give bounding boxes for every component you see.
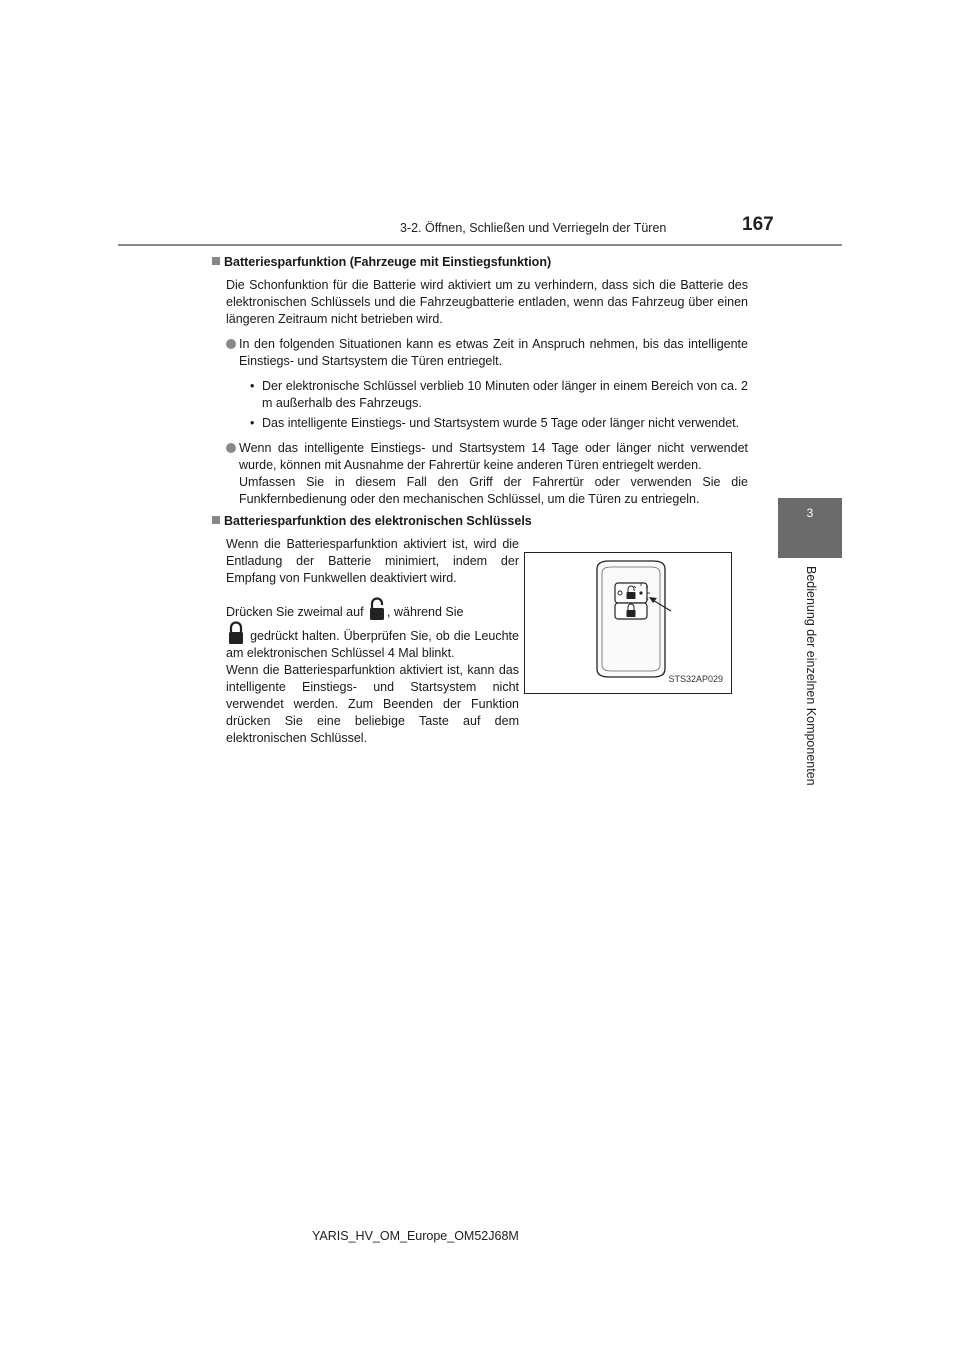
bullet-item (226, 440, 748, 508)
paragraph: Wenn die Batteriesparfunktion aktiviert ist, wird die Entladung der Batterie minimiert, indem der Empfang von Funkwellen deaktiviert wird. (226, 537, 519, 585)
instruction-text: , während Sie (387, 605, 464, 619)
bullet-text: Wenn das intelligente Einstiegs- und Startsystem 14 Tage oder länger nicht verwendet wurde, können mit Ausnahme der Fahrertür keine anderen Türen entriegelt werden. (239, 441, 748, 472)
page-number: 167 (742, 214, 774, 235)
section-heading-text: Batteriesparfunktion des elektronischen Schlüssels (224, 514, 532, 528)
unlock-icon (367, 597, 387, 621)
chapter-tab (778, 498, 842, 558)
sub-marker: • (250, 416, 255, 430)
sub-item (250, 378, 748, 412)
header-rule (118, 244, 842, 246)
instruction-text: Drücken Sie zweimal auf (226, 605, 364, 619)
key-illustration (524, 552, 732, 694)
bullet-dot-icon (226, 443, 236, 453)
sub-list (250, 378, 748, 432)
two-column-block (212, 536, 748, 796)
section-heading-battery-saver-vehicle (212, 254, 748, 271)
header-title: 3-2. Öffnen, Schließen und Verriegeln der Türen (400, 221, 667, 235)
bullet-text: In den folgenden Situationen kann es etwas Zeit in Anspruch nehmen, bis das intelligente Einstiegs- und Startsystem die Türen entriegelt. (239, 337, 748, 368)
instruction-text: Wenn die Batteriesparfunktion aktiviert ist, kann das intelligente Einstiegs- und Startsystem nicht verwendet werden. Zum Beenden der Funktion drücken Sie eine beliebige Taste auf dem elektronischen Schlüssel. (226, 663, 519, 745)
page-content (212, 254, 748, 796)
section-heading-text: Batteriesparfunktion (Fahrzeuge mit Einstiegsfunktion) (224, 255, 552, 269)
sub-item-text: Das intelligente Einstiegs- und Startsystem wurde 5 Tage oder länger nicht verwendet. (262, 416, 740, 430)
instruction-text: gedrückt halten. Überprüfen Sie, ob die Leuchte am elektronischen Schlüssel 4 Mal blinkt. (226, 629, 519, 660)
sub-marker: • (250, 379, 255, 393)
section-heading-key-battery-saver (212, 513, 748, 530)
sub-item (250, 415, 748, 432)
bullet-text-continued: Umfassen Sie in diesem Fall den Griff der Fahrertür oder verwenden Sie die Funkfernbedienung oder den mechanischen Schlüssel, um die Türen zu entriegeln. (239, 475, 748, 506)
chapter-number: 3 (806, 506, 814, 520)
intro-paragraph: Die Schonfunktion für die Batterie wird aktiviert um zu verhindern, dass sich die Batterie des elektronischen Schlüssels und die Fahrzeugbatterie entladen, wenn das Fahrzeug über einen längeren Zeitraum nicht betrieben wird. (226, 278, 748, 326)
chapter-label: Bedienung der einzelnen Komponenten (804, 566, 818, 786)
bullet-item (226, 336, 748, 370)
figure-label: STS32AP029 (668, 674, 723, 684)
text-column (226, 536, 519, 757)
square-marker-icon (212, 516, 220, 524)
square-marker-icon (212, 257, 220, 265)
paragraph-instructions (226, 597, 519, 747)
footer-document-id: YARIS_HV_OM_Europe_OM52J68M (312, 1229, 519, 1243)
bullet-dot-icon (226, 339, 236, 349)
sub-item-text: Der elektronische Schlüssel verblieb 10 Minuten oder länger in einem Bereich von ca. 2 m außerhalb des Fahrzeugs. (262, 379, 748, 410)
lock-icon (226, 621, 246, 645)
